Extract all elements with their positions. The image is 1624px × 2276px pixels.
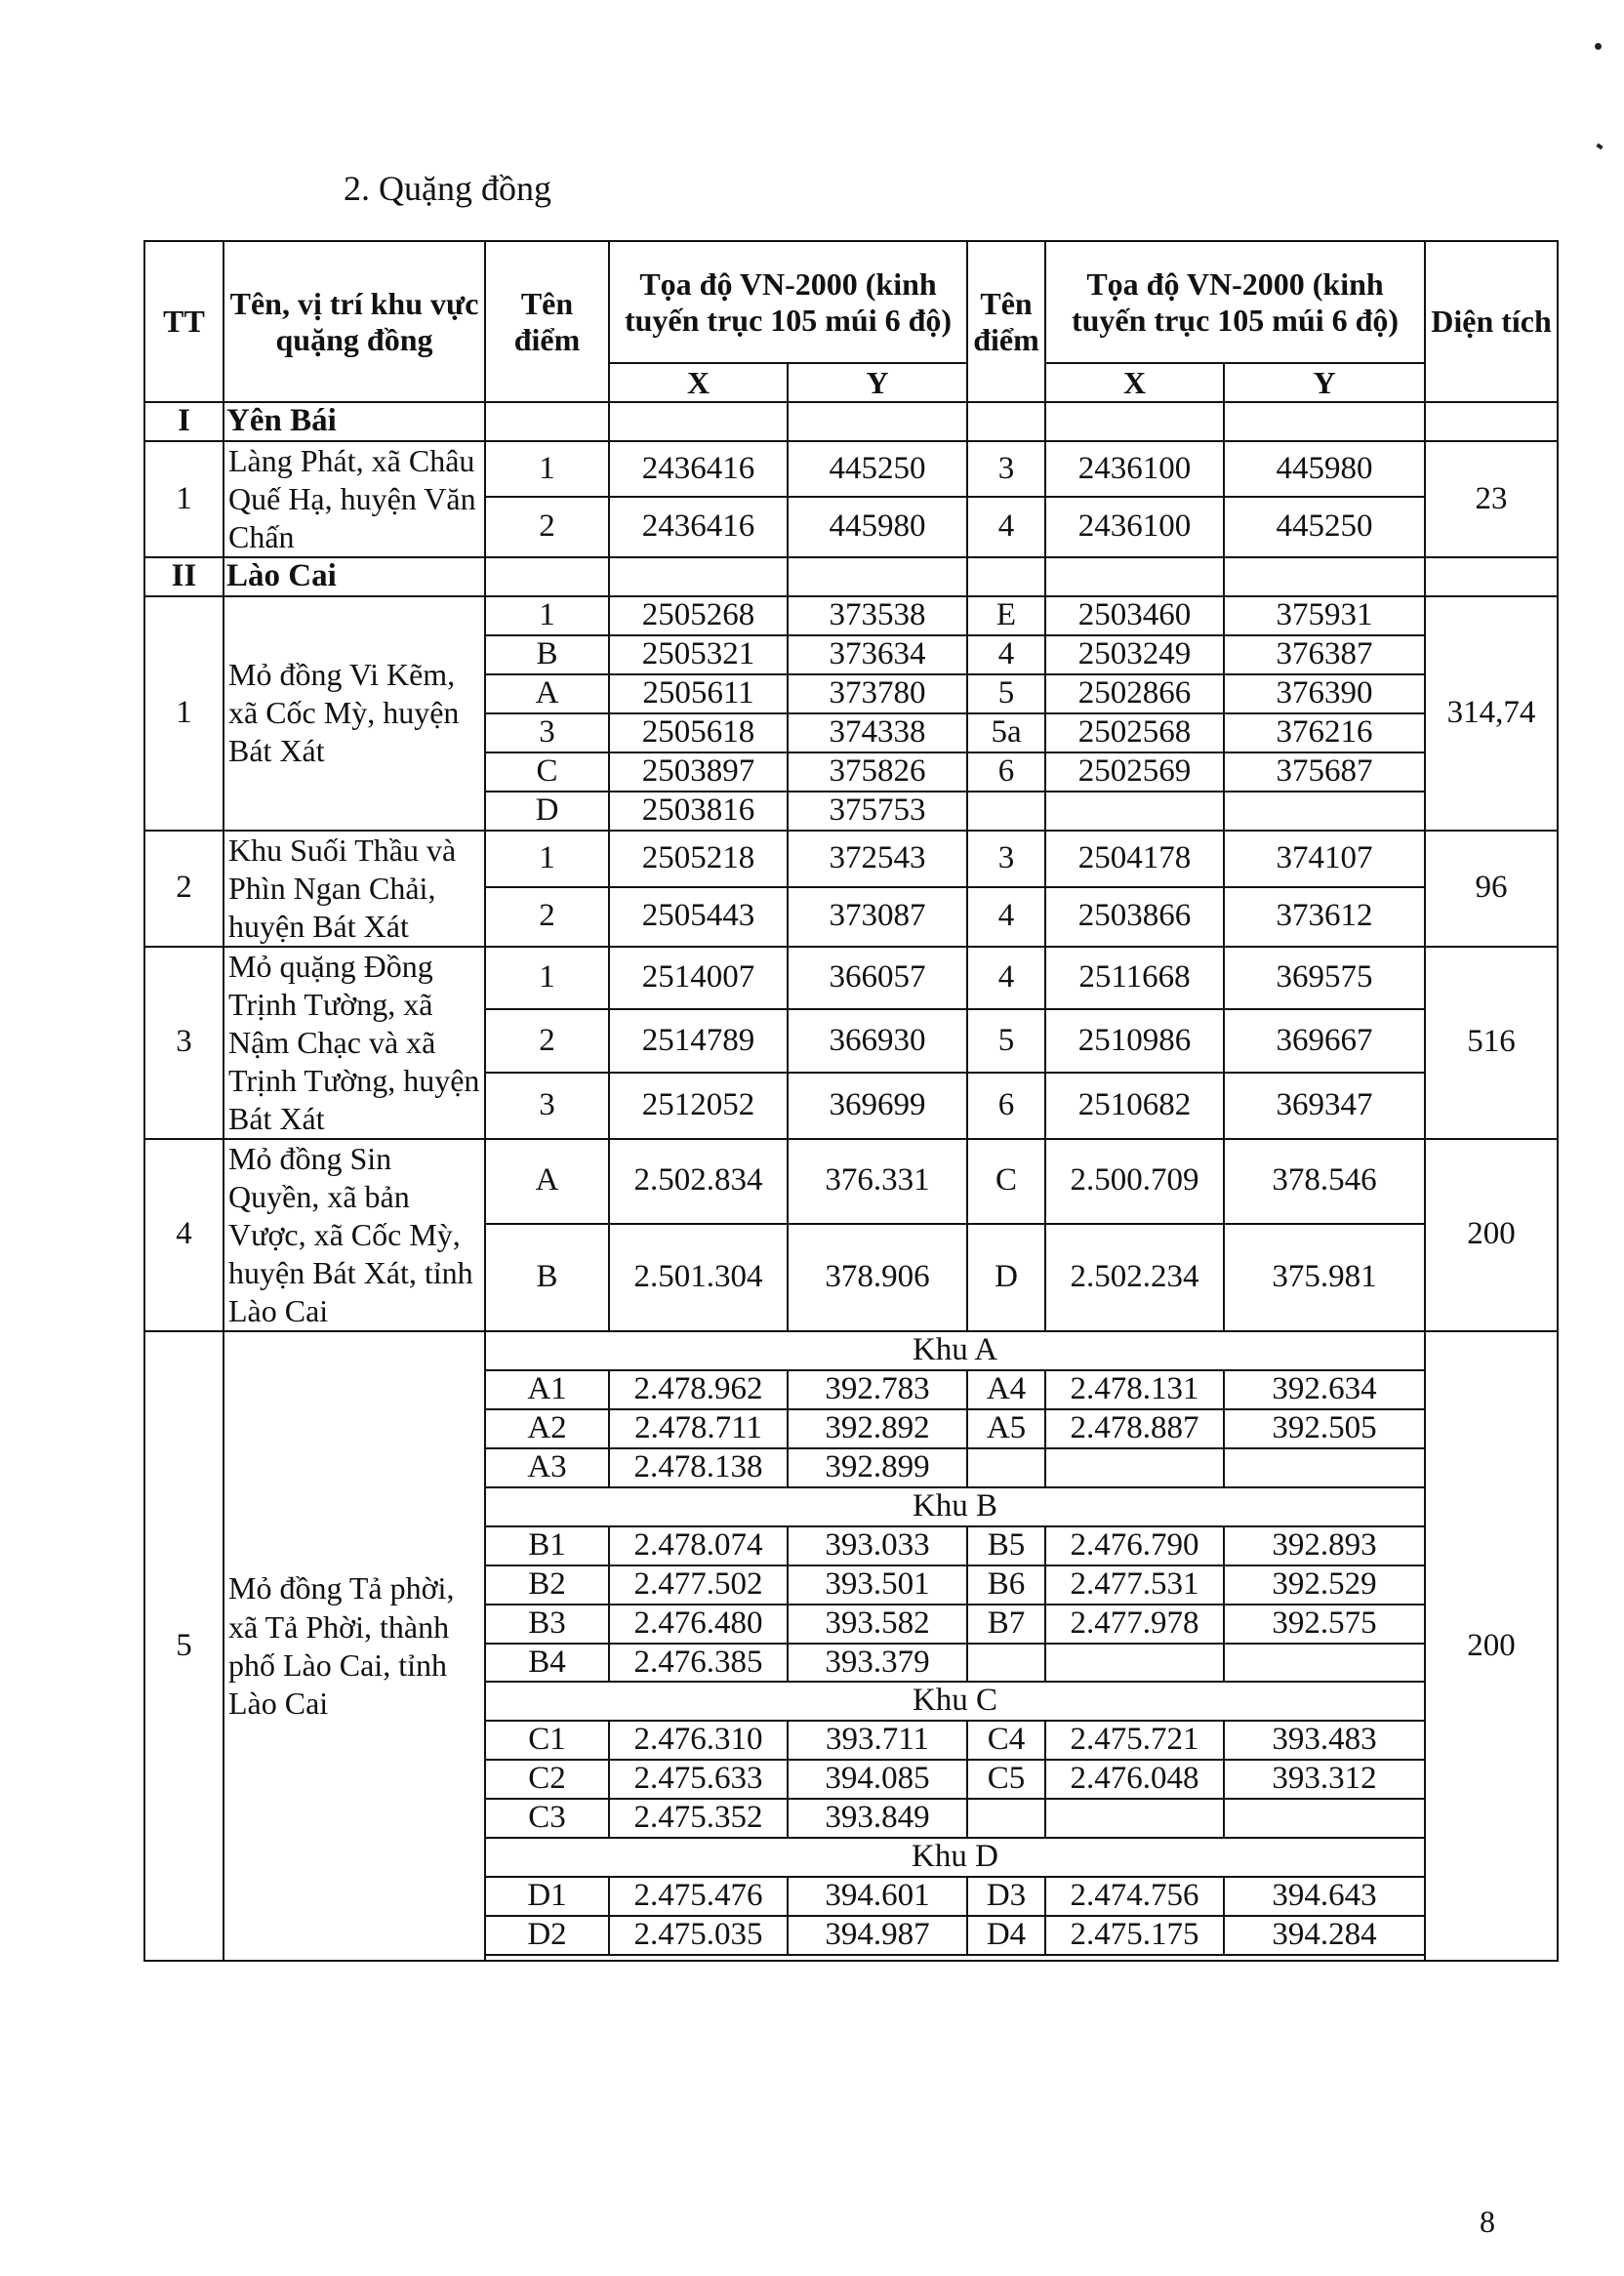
y-coordinate-2: 376216 [1224, 713, 1425, 752]
x-coordinate-2: 2502569 [1045, 752, 1224, 792]
x-coordinate: 2.477.502 [609, 1565, 788, 1605]
y-coordinate-2: 369347 [1224, 1073, 1425, 1139]
y-coordinate-2 [1224, 1799, 1425, 1838]
point-name: D1 [485, 1877, 609, 1916]
header-point: Tên điểm [485, 241, 609, 402]
point-name-2: E [967, 596, 1045, 635]
empty-cell [1045, 402, 1224, 441]
point-name: C [485, 752, 609, 792]
point-name-2: 5 [967, 674, 1045, 713]
empty-cell [1224, 402, 1425, 441]
site-name: Mỏ đồng Vi Kẽm, xã Cốc Mỳ, huyện Bát Xát [223, 596, 485, 831]
y-coordinate: 394.085 [788, 1760, 967, 1799]
point-name-2: B5 [967, 1526, 1045, 1565]
point-name: D2 [485, 1916, 609, 1955]
empty-cell [609, 557, 788, 596]
y-coordinate: 393.033 [788, 1526, 967, 1565]
header-area: Diện tích [1425, 241, 1558, 402]
y-coordinate: 392.899 [788, 1448, 967, 1487]
x-coordinate-2: 2.478.131 [1045, 1370, 1224, 1409]
y-coordinate: 366057 [788, 947, 967, 1010]
site-name: Khu Suối Thầu và Phìn Ngan Chải, huyện Bát Xát [223, 831, 485, 947]
y-coordinate-2 [1224, 1448, 1425, 1487]
x-coordinate: 2436416 [609, 497, 788, 557]
x-coordinate-2 [1045, 1644, 1224, 1683]
point-name: C2 [485, 1760, 609, 1799]
site-area: 200 [1425, 1331, 1558, 1961]
y-coordinate-2: 445250 [1224, 497, 1425, 557]
table-row [144, 596, 1558, 635]
empty-cell [1425, 557, 1558, 596]
point-name: 2 [485, 887, 609, 947]
point-name: 2 [485, 1009, 609, 1073]
header-tt: TT [144, 241, 223, 402]
point-name-2: B6 [967, 1565, 1045, 1605]
header-y: Y [788, 363, 967, 402]
point-name-2: A5 [967, 1409, 1045, 1448]
x-coordinate-2: 2511668 [1045, 947, 1224, 1010]
x-coordinate-2: 2.476.048 [1045, 1760, 1224, 1799]
point-name-2: D3 [967, 1877, 1045, 1916]
y-coordinate-2: 392.575 [1224, 1605, 1425, 1644]
point-name-2: D4 [967, 1916, 1045, 1955]
empty-cell [1045, 557, 1224, 596]
table-row [144, 1139, 1558, 1224]
y-coordinate: 375753 [788, 792, 967, 831]
y-coordinate: 375826 [788, 752, 967, 792]
y-coordinate: 374338 [788, 713, 967, 752]
site-number: 2 [144, 831, 223, 947]
point-name-2: 4 [967, 497, 1045, 557]
zone-label: Khu D [485, 1838, 1425, 1877]
point-name: 1 [485, 831, 609, 887]
x-coordinate: 2505611 [609, 674, 788, 713]
y-coordinate: 393.849 [788, 1799, 967, 1838]
point-name-2: 6 [967, 1073, 1045, 1139]
point-name: C1 [485, 1721, 609, 1760]
point-name: C3 [485, 1799, 609, 1838]
point-name-2 [967, 1644, 1045, 1683]
x-coordinate: 2.478.138 [609, 1448, 788, 1487]
point-name: B1 [485, 1526, 609, 1565]
y-coordinate: 376.331 [788, 1139, 967, 1224]
point-name: 2 [485, 497, 609, 557]
site-area: 314,74 [1425, 596, 1558, 831]
y-coordinate: 378.906 [788, 1224, 967, 1331]
x-coordinate-2: 2.475.721 [1045, 1721, 1224, 1760]
y-coordinate: 373087 [788, 887, 967, 947]
site-area: 96 [1425, 831, 1558, 947]
y-coordinate-2: 375.981 [1224, 1224, 1425, 1331]
x-coordinate-2: 2504178 [1045, 831, 1224, 887]
point-name: 1 [485, 596, 609, 635]
x-coordinate: 2.478.711 [609, 1409, 788, 1448]
x-coordinate-2: 2502568 [1045, 713, 1224, 752]
y-coordinate: 393.582 [788, 1605, 967, 1644]
point-name-2: B7 [967, 1605, 1045, 1644]
group-name: Yên Bái [223, 402, 485, 441]
x-coordinate: 2.502.834 [609, 1139, 788, 1224]
point-name-2: 3 [967, 831, 1045, 887]
y-coordinate: 393.501 [788, 1565, 967, 1605]
group-roman-numeral: II [144, 557, 223, 596]
header-coord-system-2: Tọa độ VN-2000 (kinh tuyến trục 105 múi 6 độ) [1045, 241, 1425, 363]
x-coordinate: 2.475.476 [609, 1877, 788, 1916]
y-coordinate: 392.783 [788, 1370, 967, 1409]
copper-ore-coordinates-table [143, 240, 1559, 1962]
empty-cell [788, 402, 967, 441]
point-name: D [485, 792, 609, 831]
y-coordinate-2: 369575 [1224, 947, 1425, 1010]
site-area: 23 [1425, 441, 1558, 557]
group-roman-numeral: I [144, 402, 223, 441]
x-coordinate-2: 2503866 [1045, 887, 1224, 947]
y-coordinate: 393.711 [788, 1721, 967, 1760]
y-coordinate-2: 392.529 [1224, 1565, 1425, 1605]
y-coordinate-2: 375931 [1224, 596, 1425, 635]
site-name: Mỏ quặng Đồng Trịnh Tường, xã Nậm Chạc và xã Trịnh Tường, huyện Bát Xát [223, 947, 485, 1139]
point-name-2: 6 [967, 752, 1045, 792]
y-coordinate-2 [1224, 792, 1425, 831]
point-name: 3 [485, 1073, 609, 1139]
empty-cell [485, 557, 609, 596]
x-coordinate-2: 2.477.978 [1045, 1605, 1224, 1644]
x-coordinate: 2.476.480 [609, 1605, 788, 1644]
point-name: A2 [485, 1409, 609, 1448]
y-coordinate-2: 392.893 [1224, 1526, 1425, 1565]
point-name-2: C5 [967, 1760, 1045, 1799]
point-name-2: C [967, 1139, 1045, 1224]
zone-label: Khu C [485, 1682, 1425, 1721]
y-coordinate: 445250 [788, 441, 967, 497]
site-area: 516 [1425, 947, 1558, 1139]
x-coordinate-2: 2.477.531 [1045, 1565, 1224, 1605]
site-name: Làng Phát, xã Châu Quế Hạ, huyện Văn Chấn [223, 441, 485, 557]
point-name: B [485, 1224, 609, 1331]
y-coordinate-2: 378.546 [1224, 1139, 1425, 1224]
x-coordinate: 2.475.352 [609, 1799, 788, 1838]
header-coord-system: Tọa độ VN-2000 (kinh tuyến trục 105 múi 6 độ) [609, 241, 967, 363]
table-row [144, 947, 1558, 1010]
y-coordinate: 373780 [788, 674, 967, 713]
point-name-2 [967, 792, 1045, 831]
x-coordinate: 2514007 [609, 947, 788, 1010]
point-name-2: 3 [967, 441, 1045, 497]
point-name: A3 [485, 1448, 609, 1487]
site-number: 3 [144, 947, 223, 1139]
zone-label: Khu B [485, 1487, 1425, 1526]
x-coordinate: 2503897 [609, 752, 788, 792]
empty-cell [485, 1955, 1425, 1961]
x-coordinate-2: 2510682 [1045, 1073, 1224, 1139]
site-number: 1 [144, 596, 223, 831]
site-name: Mỏ đồng Sin Quyền, xã bản Vược, xã Cốc Mỳ, huyện Bát Xát, tỉnh Lào Cai [223, 1139, 485, 1331]
header-name: Tên, vị trí khu vực quặng đồng [223, 241, 485, 402]
point-name: B2 [485, 1565, 609, 1605]
x-coordinate-2: 2502866 [1045, 674, 1224, 713]
y-coordinate: 369699 [788, 1073, 967, 1139]
point-name: 3 [485, 713, 609, 752]
point-name-2: 5a [967, 713, 1045, 752]
empty-cell [609, 402, 788, 441]
y-coordinate-2: 369667 [1224, 1009, 1425, 1073]
y-coordinate-2: 394.643 [1224, 1877, 1425, 1916]
table-row [144, 441, 1558, 497]
x-coordinate: 2512052 [609, 1073, 788, 1139]
point-name-2: D [967, 1224, 1045, 1331]
y-coordinate-2 [1224, 1644, 1425, 1683]
x-coordinate: 2.476.385 [609, 1644, 788, 1683]
header-y-2: Y [1224, 363, 1425, 402]
zone-label-row [144, 1331, 1558, 1370]
point-name-2: C4 [967, 1721, 1045, 1760]
x-coordinate: 2.475.633 [609, 1760, 788, 1799]
point-name: B [485, 635, 609, 674]
x-coordinate: 2505321 [609, 635, 788, 674]
y-coordinate-2: 394.284 [1224, 1916, 1425, 1955]
y-coordinate-2: 375687 [1224, 752, 1425, 792]
y-coordinate: 373634 [788, 635, 967, 674]
y-coordinate-2: 445980 [1224, 441, 1425, 497]
point-name: A [485, 674, 609, 713]
x-coordinate: 2505618 [609, 713, 788, 752]
point-name-2: 4 [967, 947, 1045, 1010]
x-coordinate: 2.475.035 [609, 1916, 788, 1955]
x-coordinate-2: 2.474.756 [1045, 1877, 1224, 1916]
y-coordinate: 373538 [788, 596, 967, 635]
scan-speck [1595, 43, 1602, 50]
x-coordinate-2: 2.500.709 [1045, 1139, 1224, 1224]
point-name: B4 [485, 1644, 609, 1683]
group-row [144, 402, 1558, 441]
x-coordinate-2: 2510986 [1045, 1009, 1224, 1073]
x-coordinate-2: 2.478.887 [1045, 1409, 1224, 1448]
y-coordinate-2: 373612 [1224, 887, 1425, 947]
x-coordinate: 2.478.962 [609, 1370, 788, 1409]
x-coordinate: 2505443 [609, 887, 788, 947]
point-name: 1 [485, 947, 609, 1010]
table-body [144, 402, 1558, 1961]
header-x-2: X [1045, 363, 1224, 402]
x-coordinate: 2505218 [609, 831, 788, 887]
y-coordinate: 393.379 [788, 1644, 967, 1683]
point-name: A [485, 1139, 609, 1224]
table-row [144, 831, 1558, 887]
x-coordinate-2: 2503249 [1045, 635, 1224, 674]
point-name-2: 5 [967, 1009, 1045, 1073]
header-x: X [609, 363, 788, 402]
empty-cell [967, 557, 1045, 596]
empty-cell [788, 557, 967, 596]
x-coordinate-2: 2436100 [1045, 497, 1224, 557]
x-coordinate-2 [1045, 792, 1224, 831]
point-name-2: 4 [967, 887, 1045, 947]
x-coordinate-2: 2.476.790 [1045, 1526, 1224, 1565]
empty-cell [485, 402, 609, 441]
site-name: Mỏ đồng Tả phời, xã Tả Phời, thành phố Lào Cai, tỉnh Lào Cai [223, 1331, 485, 1961]
point-name-2 [967, 1799, 1045, 1838]
page-number: 8 [1480, 2204, 1495, 2239]
y-coordinate: 394.601 [788, 1877, 967, 1916]
site-number: 5 [144, 1331, 223, 1961]
x-coordinate: 2514789 [609, 1009, 788, 1073]
y-coordinate-2: 376387 [1224, 635, 1425, 674]
point-name-2: 4 [967, 635, 1045, 674]
y-coordinate: 445980 [788, 497, 967, 557]
group-name: Lào Cai [223, 557, 485, 596]
empty-cell [1425, 402, 1558, 441]
zone-label: Khu A [485, 1331, 1425, 1370]
point-name-2: A4 [967, 1370, 1045, 1409]
x-coordinate: 2.478.074 [609, 1526, 788, 1565]
y-coordinate-2: 376390 [1224, 674, 1425, 713]
section-heading: 2. Quặng đồng [344, 169, 551, 208]
y-coordinate: 366930 [788, 1009, 967, 1073]
site-number: 1 [144, 441, 223, 557]
x-coordinate-2: 2503460 [1045, 596, 1224, 635]
x-coordinate-2: 2.502.234 [1045, 1224, 1224, 1331]
point-name: 1 [485, 441, 609, 497]
x-coordinate: 2436416 [609, 441, 788, 497]
point-name: B3 [485, 1605, 609, 1644]
point-name-2 [967, 1448, 1045, 1487]
x-coordinate: 2.476.310 [609, 1721, 788, 1760]
y-coordinate: 394.987 [788, 1916, 967, 1955]
scan-speck [1596, 143, 1603, 150]
x-coordinate-2 [1045, 1448, 1224, 1487]
point-name: A1 [485, 1370, 609, 1409]
y-coordinate-2: 392.505 [1224, 1409, 1425, 1448]
x-coordinate-2 [1045, 1799, 1224, 1838]
x-coordinate: 2.501.304 [609, 1224, 788, 1331]
x-coordinate-2: 2.475.175 [1045, 1916, 1224, 1955]
y-coordinate: 392.892 [788, 1409, 967, 1448]
y-coordinate-2: 374107 [1224, 831, 1425, 887]
x-coordinate: 2503816 [609, 792, 788, 831]
y-coordinate-2: 393.312 [1224, 1760, 1425, 1799]
y-coordinate-2: 392.634 [1224, 1370, 1425, 1409]
empty-cell [1224, 557, 1425, 596]
x-coordinate-2: 2436100 [1045, 441, 1224, 497]
header-point-2: Tên điểm [967, 241, 1045, 402]
site-number: 4 [144, 1139, 223, 1331]
y-coordinate-2: 393.483 [1224, 1721, 1425, 1760]
y-coordinate: 372543 [788, 831, 967, 887]
group-row [144, 557, 1558, 596]
site-area: 200 [1425, 1139, 1558, 1331]
x-coordinate: 2505268 [609, 596, 788, 635]
empty-cell [967, 402, 1045, 441]
